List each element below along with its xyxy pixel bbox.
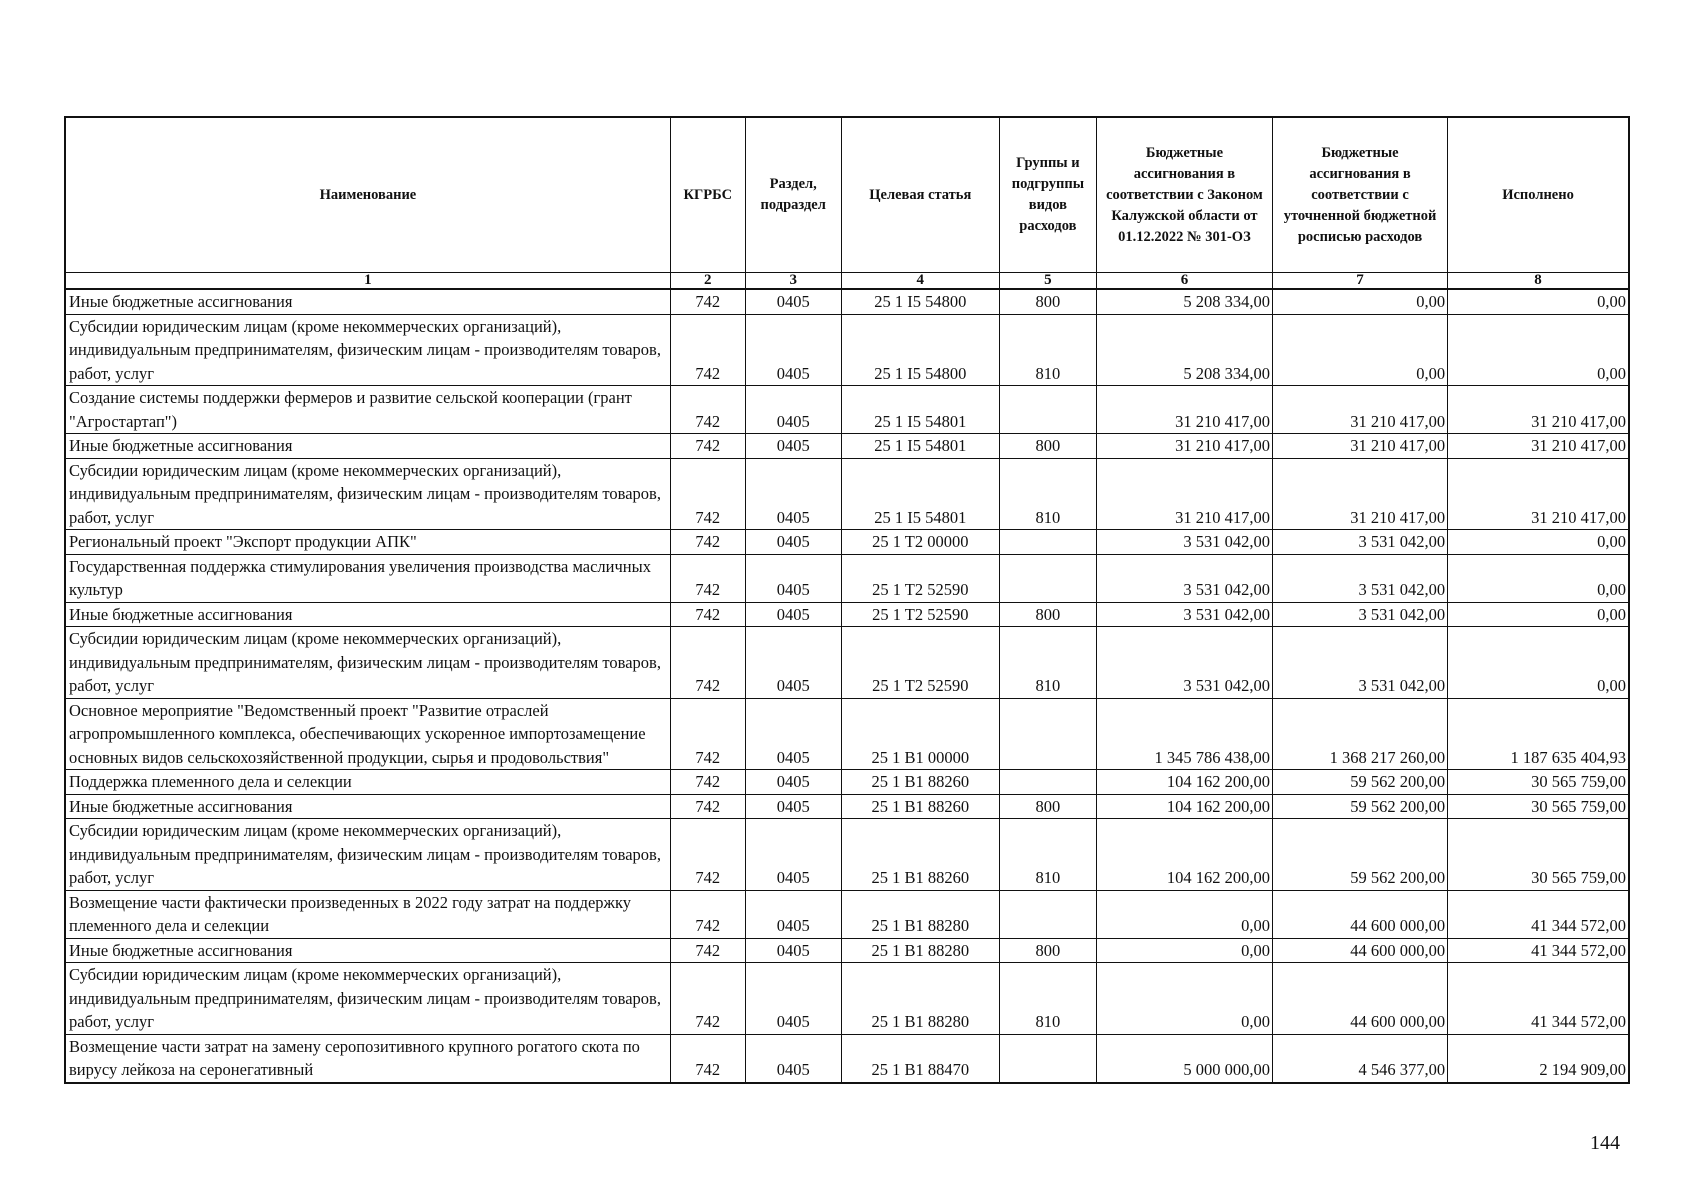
cell-executed-amount: 0,00 — [1448, 554, 1629, 602]
cell-section: 0405 — [745, 698, 841, 770]
cell-executed-amount: 0,00 — [1448, 314, 1629, 386]
cell-kgrbs: 742 — [670, 770, 745, 795]
cell-executed-amount: 0,00 — [1448, 289, 1629, 314]
table-row — [65, 314, 1629, 386]
column-number: 7 — [1273, 273, 1448, 290]
cell-kgrbs: 742 — [670, 627, 745, 699]
cell-executed-amount: 41 344 572,00 — [1448, 963, 1629, 1035]
cell-target: 25 1 B1 88470 — [841, 1034, 999, 1083]
cell-name: Субсидии юридическим лицам (кроме некоммерческих организаций), индивидуальным предпринимателям, физическим лицам - производителям товаров, работ, услуг — [65, 819, 670, 891]
cell-group — [999, 698, 1096, 770]
table-row — [65, 554, 1629, 602]
table-row — [65, 458, 1629, 530]
cell-kgrbs: 742 — [670, 289, 745, 314]
table-row — [65, 289, 1629, 314]
header-name: Наименование — [65, 117, 670, 273]
cell-target: 25 1 B1 88280 — [841, 890, 999, 938]
column-number: 4 — [841, 273, 999, 290]
table-row — [65, 770, 1629, 795]
cell-kgrbs: 742 — [670, 698, 745, 770]
cell-name: Поддержка племенного дела и селекции — [65, 770, 670, 795]
cell-kgrbs: 742 — [670, 938, 745, 963]
column-number: 2 — [670, 273, 745, 290]
cell-target: 25 1 B1 88280 — [841, 963, 999, 1035]
cell-target: 25 1 T2 52590 — [841, 602, 999, 627]
cell-refined-amount: 31 210 417,00 — [1273, 458, 1448, 530]
cell-group: 800 — [999, 602, 1096, 627]
cell-refined-amount: 31 210 417,00 — [1273, 386, 1448, 434]
cell-name: Субсидии юридическим лицам (кроме некоммерческих организаций), индивидуальным предпринимателям, физическим лицам - производителям товаров, работ, услуг — [65, 314, 670, 386]
header-refined: Бюджетные ассигнования в соответствии с уточненной бюджетной росписью расходов — [1273, 117, 1448, 273]
cell-law-amount: 3 531 042,00 — [1096, 554, 1272, 602]
cell-executed-amount: 41 344 572,00 — [1448, 938, 1629, 963]
cell-group: 810 — [999, 627, 1096, 699]
page-number: 144 — [1590, 1132, 1620, 1154]
cell-group: 800 — [999, 938, 1096, 963]
cell-section: 0405 — [745, 770, 841, 795]
cell-executed-amount: 1 187 635 404,93 — [1448, 698, 1629, 770]
table-row — [65, 434, 1629, 459]
cell-group — [999, 386, 1096, 434]
cell-name: Иные бюджетные ассигнования — [65, 794, 670, 819]
cell-name: Создание системы поддержки фермеров и развитие сельской кооперации (грант "Агростартап") — [65, 386, 670, 434]
cell-refined-amount: 4 546 377,00 — [1273, 1034, 1448, 1083]
column-number-row — [65, 273, 1629, 290]
cell-target: 25 1 T2 00000 — [841, 530, 999, 555]
cell-law-amount: 5 000 000,00 — [1096, 1034, 1272, 1083]
cell-section: 0405 — [745, 554, 841, 602]
table-row — [65, 386, 1629, 434]
cell-law-amount: 1 345 786 438,00 — [1096, 698, 1272, 770]
cell-law-amount: 31 210 417,00 — [1096, 458, 1272, 530]
cell-section: 0405 — [745, 938, 841, 963]
cell-target: 25 1 T2 52590 — [841, 627, 999, 699]
cell-executed-amount: 30 565 759,00 — [1448, 819, 1629, 891]
table-row — [65, 602, 1629, 627]
cell-section: 0405 — [745, 530, 841, 555]
cell-name: Иные бюджетные ассигнования — [65, 602, 670, 627]
cell-group — [999, 890, 1096, 938]
cell-executed-amount: 31 210 417,00 — [1448, 434, 1629, 459]
table-row — [65, 890, 1629, 938]
cell-target: 25 1 B1 88260 — [841, 794, 999, 819]
cell-section: 0405 — [745, 289, 841, 314]
cell-section: 0405 — [745, 890, 841, 938]
table-row — [65, 530, 1629, 555]
cell-name: Субсидии юридическим лицам (кроме некоммерческих организаций), индивидуальным предпринимателям, физическим лицам - производителям товаров, работ, услуг — [65, 458, 670, 530]
cell-name: Возмещение части фактически произведенных в 2022 году затрат на поддержку племенного дела и селекции — [65, 890, 670, 938]
table-row — [65, 938, 1629, 963]
cell-name: Иные бюджетные ассигнования — [65, 434, 670, 459]
column-number: 1 — [65, 273, 670, 290]
cell-kgrbs: 742 — [670, 386, 745, 434]
cell-section: 0405 — [745, 602, 841, 627]
cell-law-amount: 5 208 334,00 — [1096, 314, 1272, 386]
cell-refined-amount: 3 531 042,00 — [1273, 602, 1448, 627]
cell-name: Субсидии юридическим лицам (кроме некоммерческих организаций), индивидуальным предпринимателям, физическим лицам - производителям товаров, работ, услуг — [65, 963, 670, 1035]
budget-table — [64, 116, 1630, 1084]
cell-kgrbs: 742 — [670, 314, 745, 386]
cell-law-amount: 104 162 200,00 — [1096, 770, 1272, 795]
cell-executed-amount: 31 210 417,00 — [1448, 386, 1629, 434]
cell-target: 25 1 I5 54800 — [841, 289, 999, 314]
header-group: Группы и подгруппы видов расходов — [999, 117, 1096, 273]
cell-law-amount: 0,00 — [1096, 890, 1272, 938]
cell-section: 0405 — [745, 627, 841, 699]
cell-refined-amount: 44 600 000,00 — [1273, 963, 1448, 1035]
cell-law-amount: 3 531 042,00 — [1096, 627, 1272, 699]
cell-kgrbs: 742 — [670, 530, 745, 555]
cell-kgrbs: 742 — [670, 890, 745, 938]
cell-refined-amount: 59 562 200,00 — [1273, 794, 1448, 819]
cell-kgrbs: 742 — [670, 1034, 745, 1083]
cell-group: 810 — [999, 963, 1096, 1035]
cell-target: 25 1 I5 54801 — [841, 434, 999, 459]
cell-section: 0405 — [745, 386, 841, 434]
cell-refined-amount: 3 531 042,00 — [1273, 554, 1448, 602]
cell-target: 25 1 B1 88260 — [841, 770, 999, 795]
table-row — [65, 698, 1629, 770]
cell-group — [999, 554, 1096, 602]
cell-name: Возмещение части затрат на замену серопозитивного крупного рогатого скота по вирусу лейкоза на серонегативный — [65, 1034, 670, 1083]
cell-executed-amount: 30 565 759,00 — [1448, 770, 1629, 795]
cell-kgrbs: 742 — [670, 602, 745, 627]
header-section: Раздел, подраздел — [745, 117, 841, 273]
cell-target: 25 1 B1 00000 — [841, 698, 999, 770]
cell-section: 0405 — [745, 794, 841, 819]
cell-section: 0405 — [745, 1034, 841, 1083]
cell-section: 0405 — [745, 963, 841, 1035]
cell-name: Основное мероприятие "Ведомственный проект "Развитие отраслей агропромышленного комплекса, обеспечивающих ускоренное импортозамещение основных видов сельскохозяйственной продукции, сырья и продовольствия" — [65, 698, 670, 770]
cell-kgrbs: 742 — [670, 794, 745, 819]
cell-refined-amount: 0,00 — [1273, 314, 1448, 386]
cell-group: 810 — [999, 314, 1096, 386]
cell-group: 810 — [999, 458, 1096, 530]
cell-target: 25 1 T2 52590 — [841, 554, 999, 602]
cell-law-amount: 0,00 — [1096, 938, 1272, 963]
cell-law-amount: 104 162 200,00 — [1096, 794, 1272, 819]
cell-name: Государственная поддержка стимулирования увеличения производства масличных культур — [65, 554, 670, 602]
cell-refined-amount: 59 562 200,00 — [1273, 819, 1448, 891]
table-row — [65, 794, 1629, 819]
cell-name: Иные бюджетные ассигнования — [65, 938, 670, 963]
cell-refined-amount: 44 600 000,00 — [1273, 890, 1448, 938]
cell-group — [999, 770, 1096, 795]
cell-name: Региональный проект "Экспорт продукции АПК" — [65, 530, 670, 555]
cell-refined-amount: 44 600 000,00 — [1273, 938, 1448, 963]
cell-executed-amount: 0,00 — [1448, 602, 1629, 627]
cell-executed-amount: 0,00 — [1448, 627, 1629, 699]
column-number: 8 — [1448, 273, 1629, 290]
cell-law-amount: 31 210 417,00 — [1096, 434, 1272, 459]
cell-target: 25 1 I5 54801 — [841, 386, 999, 434]
cell-refined-amount: 59 562 200,00 — [1273, 770, 1448, 795]
cell-law-amount: 31 210 417,00 — [1096, 386, 1272, 434]
cell-target: 25 1 I5 54801 — [841, 458, 999, 530]
cell-refined-amount: 1 368 217 260,00 — [1273, 698, 1448, 770]
column-number: 3 — [745, 273, 841, 290]
cell-refined-amount: 3 531 042,00 — [1273, 627, 1448, 699]
cell-group: 800 — [999, 794, 1096, 819]
table-row — [65, 1034, 1629, 1083]
cell-kgrbs: 742 — [670, 554, 745, 602]
cell-executed-amount: 30 565 759,00 — [1448, 794, 1629, 819]
cell-law-amount: 104 162 200,00 — [1096, 819, 1272, 891]
cell-section: 0405 — [745, 314, 841, 386]
cell-section: 0405 — [745, 819, 841, 891]
header-executed: Исполнено — [1448, 117, 1629, 273]
cell-kgrbs: 742 — [670, 434, 745, 459]
cell-refined-amount: 3 531 042,00 — [1273, 530, 1448, 555]
cell-target: 25 1 B1 88280 — [841, 938, 999, 963]
cell-refined-amount: 31 210 417,00 — [1273, 434, 1448, 459]
cell-executed-amount: 2 194 909,00 — [1448, 1034, 1629, 1083]
cell-section: 0405 — [745, 458, 841, 530]
cell-section: 0405 — [745, 434, 841, 459]
table-row — [65, 963, 1629, 1035]
cell-target: 25 1 I5 54800 — [841, 314, 999, 386]
cell-target: 25 1 B1 88260 — [841, 819, 999, 891]
cell-group — [999, 530, 1096, 555]
column-number: 5 — [999, 273, 1096, 290]
cell-name: Субсидии юридическим лицам (кроме некоммерческих организаций), индивидуальным предпринимателям, физическим лицам - производителям товаров, работ, услуг — [65, 627, 670, 699]
cell-kgrbs: 742 — [670, 458, 745, 530]
cell-group — [999, 1034, 1096, 1083]
cell-law-amount: 3 531 042,00 — [1096, 530, 1272, 555]
cell-law-amount: 3 531 042,00 — [1096, 602, 1272, 627]
column-number: 6 — [1096, 273, 1272, 290]
cell-executed-amount: 0,00 — [1448, 530, 1629, 555]
header-kgrbs: КГРБС — [670, 117, 745, 273]
cell-refined-amount: 0,00 — [1273, 289, 1448, 314]
cell-group: 810 — [999, 819, 1096, 891]
header-law: Бюджетные ассигнования в соответствии с Законом Калужской области от 01.12.2022 № 301-ОЗ — [1096, 117, 1272, 273]
cell-group: 800 — [999, 434, 1096, 459]
cell-kgrbs: 742 — [670, 963, 745, 1035]
table-header-row — [65, 117, 1629, 273]
cell-executed-amount: 31 210 417,00 — [1448, 458, 1629, 530]
cell-kgrbs: 742 — [670, 819, 745, 891]
table-row — [65, 819, 1629, 891]
cell-group: 800 — [999, 289, 1096, 314]
cell-name: Иные бюджетные ассигнования — [65, 289, 670, 314]
cell-law-amount: 5 208 334,00 — [1096, 289, 1272, 314]
header-target: Целевая статья — [841, 117, 999, 273]
cell-law-amount: 0,00 — [1096, 963, 1272, 1035]
cell-executed-amount: 41 344 572,00 — [1448, 890, 1629, 938]
table-row — [65, 627, 1629, 699]
